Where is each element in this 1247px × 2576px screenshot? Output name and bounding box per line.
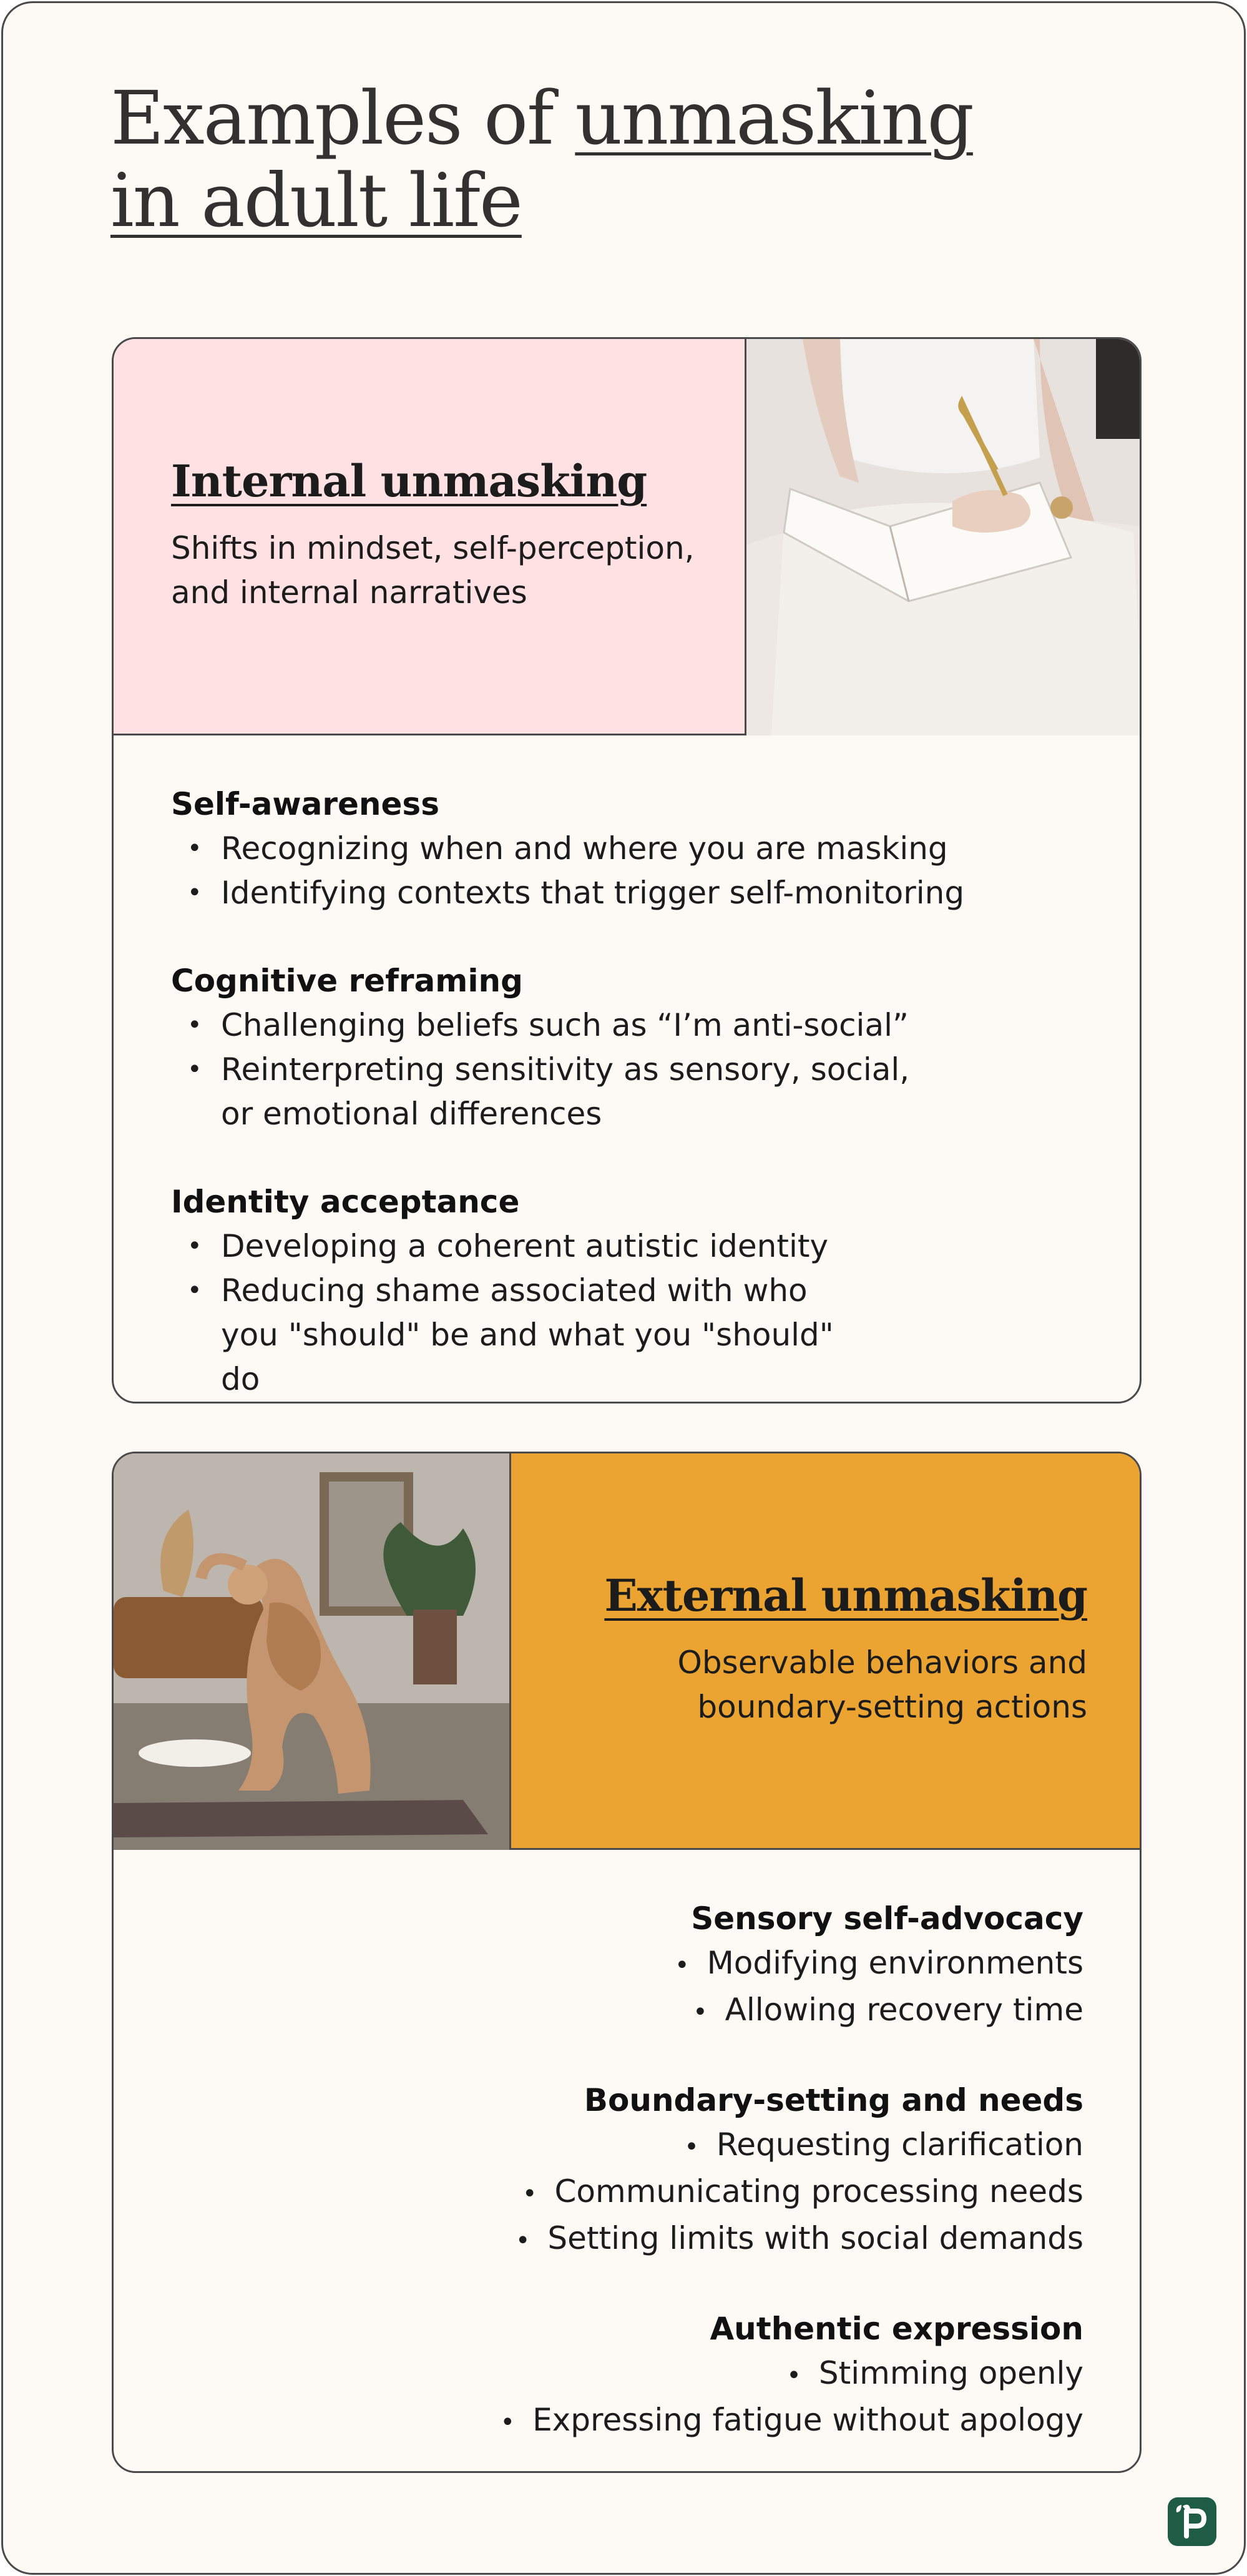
external-subtitle: Observable behaviors and boundary-setting actions [677,1644,1087,1725]
external-unmasking-card [112,1452,1142,2473]
external-card-header [114,1453,1140,1850]
internal-card-header [114,339,1140,735]
list-item: • Challenging beliefs such as “I’m anti-social” [171,1003,1082,1048]
bullet-icon: • [693,1998,708,2027]
list-item: • Expressing fatigue without apology [500,2402,1083,2438]
section-heading: Self-awareness [171,786,439,822]
list-item: • Modifying environments [675,1945,1083,1981]
section-heading: Boundary-setting and needs [584,2082,1083,2118]
journal-writing-photo [746,339,1142,734]
list-item: • Stimming openly [786,2355,1083,2391]
bullet-icon: • [684,2133,699,2161]
section-heading: Cognitive reframing [171,963,523,999]
internal-subtitle: Shifts in mindset, self-perception, and internal narratives [171,530,695,611]
bullet-icon: • [187,878,202,907]
section-heading: Identity acceptance [171,1184,520,1220]
list-item: • Identifying contexts that trigger self-monitoring [171,871,1082,915]
plant-p-logo-icon [1168,2497,1216,2546]
section-boundary-setting [171,2078,1083,2263]
bullet-icon: • [786,2361,801,2390]
bullet-icon: • [187,1055,202,1084]
section-identity-acceptance [171,1180,1082,1402]
section-heading: Authentic expression [710,2311,1083,2347]
yoga-stretch-photo [114,1453,509,1848]
infographic-sheet [1,1,1246,2575]
list-item: • Recognizing when and where you are masking [171,827,1082,871]
internal-header-panel [114,339,746,734]
list-item: • Reinterpreting sensitivity as sensory, social, or emotional differences [171,1048,920,1136]
title-prefix: Examples of [110,75,575,161]
internal-title: Internal unmasking [171,455,647,507]
bullet-icon: • [187,1232,202,1261]
external-title: External unmasking [604,1570,1087,1621]
page-title [110,77,1047,242]
bullet-icon: • [522,2180,537,2208]
bullet-icon: • [500,2408,516,2437]
bullet-icon: • [187,834,202,863]
section-heading: Sensory self-advocacy [691,1900,1083,1937]
bullet-icon: • [187,1011,202,1040]
bullet-icon: • [515,2226,531,2255]
external-card-body [114,1852,1140,2473]
list-item: • Developing a coherent autistic identity [171,1224,1082,1269]
external-header-panel [509,1453,1142,1848]
section-sensory-self-advocacy [171,1897,1083,2035]
title-underlined-line2: in adult life [110,157,522,243]
section-authentic-expression [171,2307,1083,2445]
list-item: • Allowing recovery time [693,1992,1083,2028]
section-cognitive-reframing [171,959,1082,1136]
section-self-awareness [171,782,1082,915]
list-item: • Communicating processing needs [522,2173,1083,2210]
bullet-icon: • [675,1951,690,1980]
list-item: • Setting limits with social demands [515,2220,1083,2256]
list-item: • Requesting clarification [684,2126,1083,2163]
logo-glyph [1168,2497,1216,2546]
title-underlined-word: unmasking [575,75,973,161]
internal-card-body [114,737,1140,1404]
internal-unmasking-card [112,337,1142,1404]
list-item: • Reducing shame associated with who you "should" be and what you "should" do [171,1269,858,1402]
yoga-stretch-illustration [114,1453,509,1850]
journal-writing-illustration [746,339,1142,735]
bullet-icon: • [187,1276,202,1305]
